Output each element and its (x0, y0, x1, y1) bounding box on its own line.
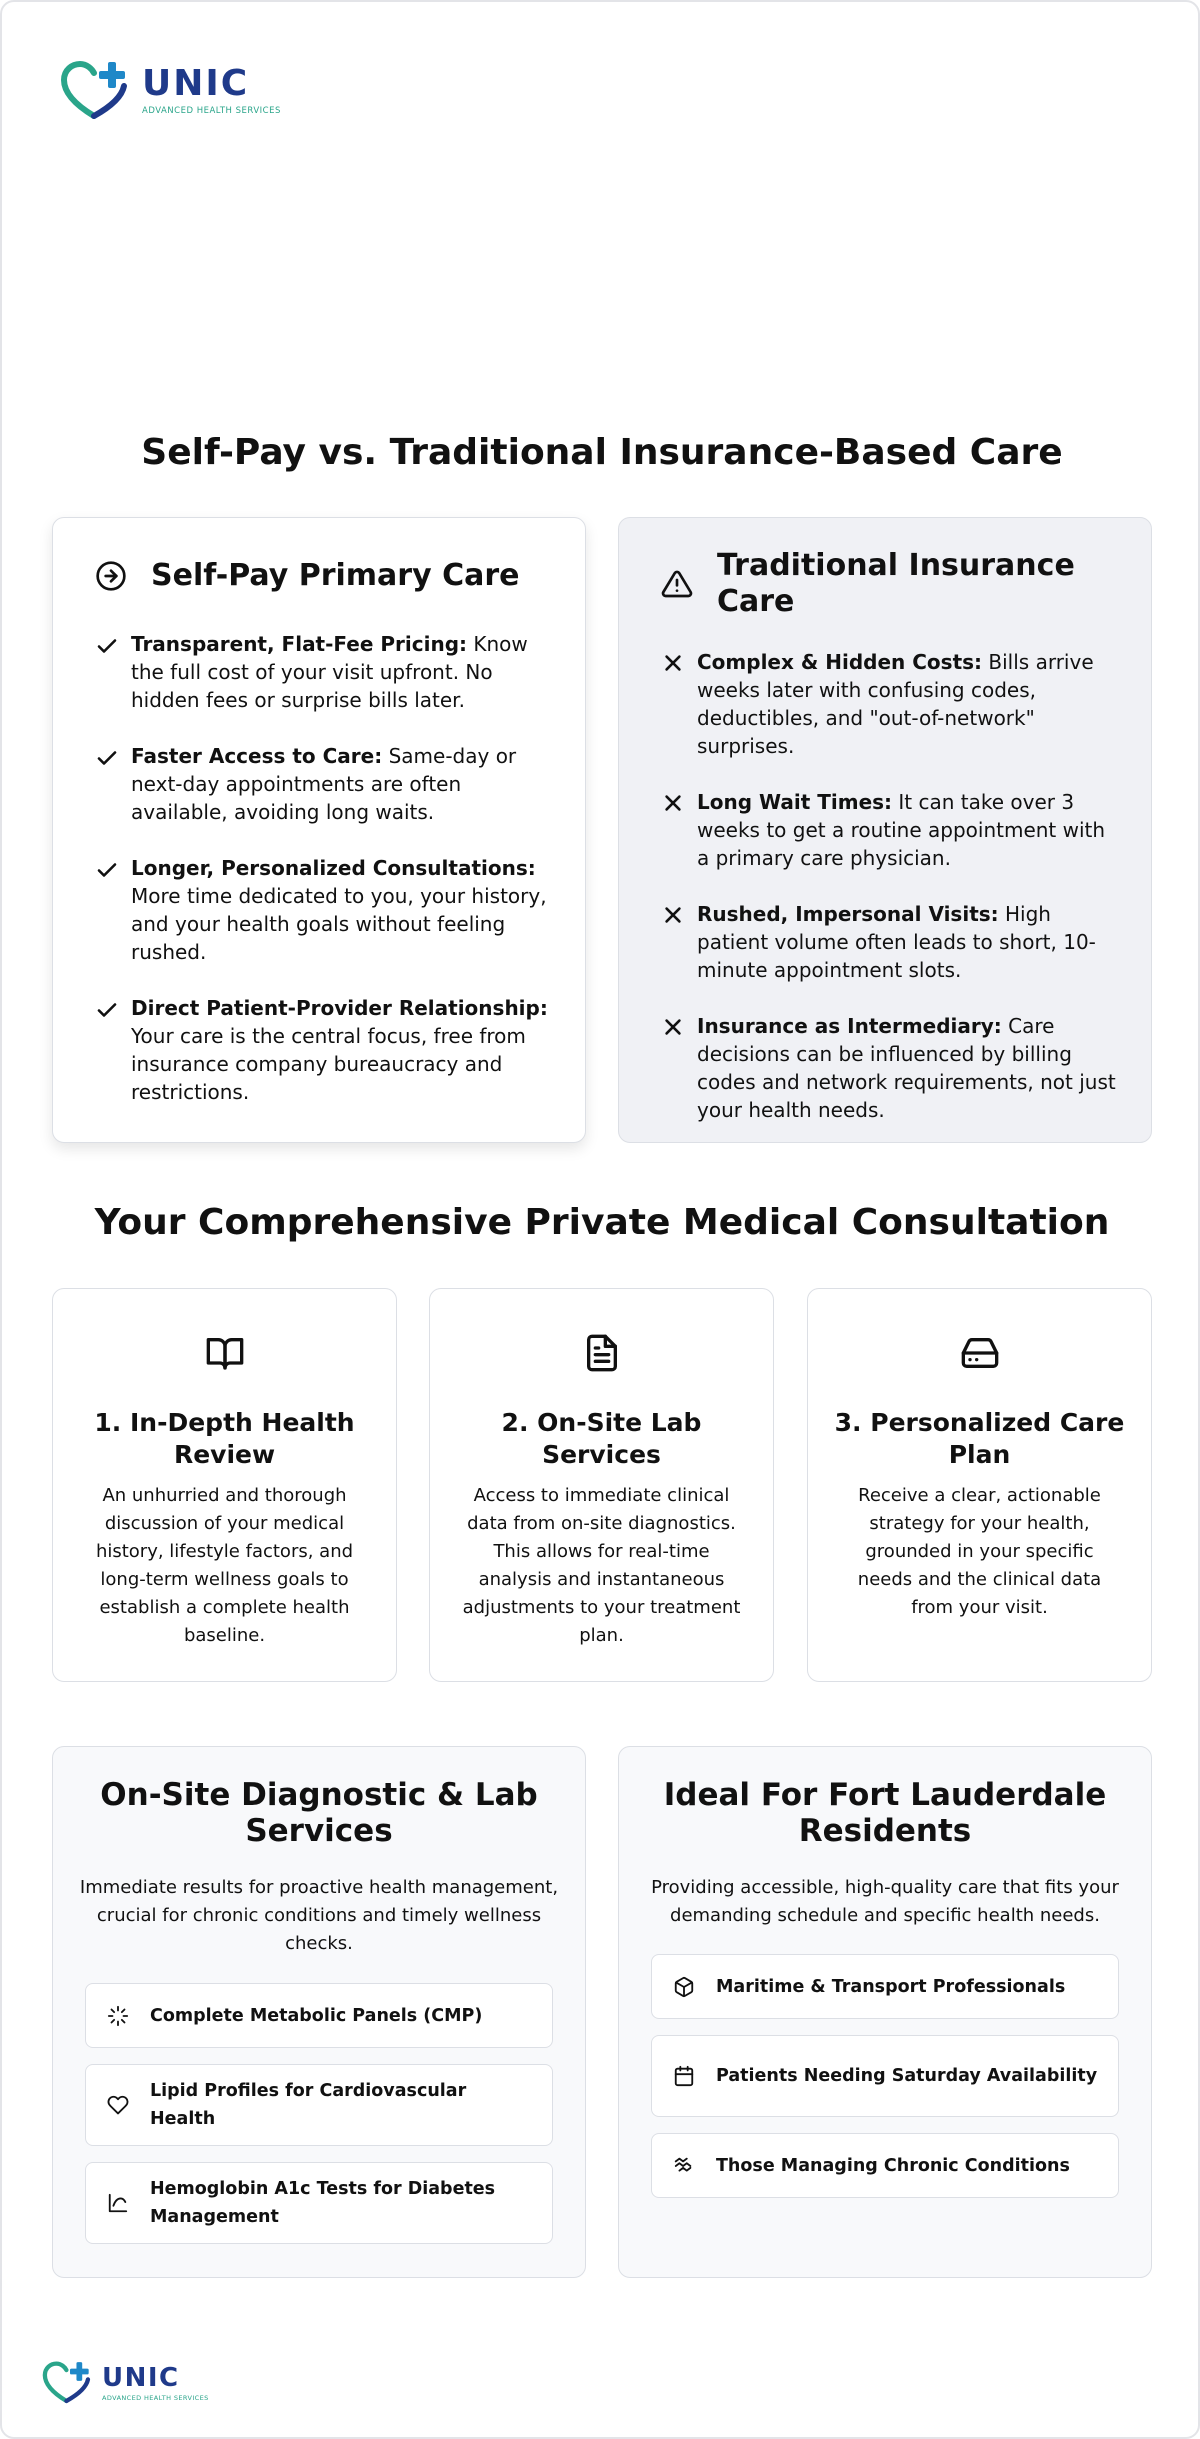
check-icon (83, 630, 131, 714)
consultation-title: Your Comprehensive Private Medical Consultation (94, 1202, 1110, 1243)
x-icon (649, 1012, 697, 1124)
check-icon (83, 742, 131, 826)
list-item (85, 2162, 553, 2244)
ideal-item-label: Maritime & Transport Professionals (716, 1976, 1066, 1997)
brand-name: UNIC (102, 2362, 180, 2393)
point-title: Transparent, Flat-Fee Pricing: (131, 632, 468, 656)
step-description: Access to immediate clinical data from on-site diagnostics. This allows for real-time analysis and instantaneous adjustments to your treatment plan. (462, 1485, 741, 1646)
step-title: 2. On-Site Lab Services (501, 1408, 702, 1469)
check-icon (83, 854, 131, 966)
open-book-icon (53, 1333, 396, 1373)
self-pay-heading: Self-Pay Primary Care (151, 558, 520, 593)
step-card-lab-services (429, 1288, 774, 1682)
point-title: Rushed, Impersonal Visits: (697, 902, 999, 926)
list-item (83, 854, 553, 966)
calendar-icon (672, 2065, 696, 2087)
self-pay-benefits-list (83, 630, 553, 1134)
ideal-item-label: Those Managing Chronic Conditions (716, 2155, 1070, 2176)
list-item (649, 788, 1119, 872)
list-item (651, 2133, 1119, 2198)
step-title: 3. Personalized Care Plan (834, 1408, 1125, 1469)
x-icon (649, 900, 697, 984)
traditional-drawbacks-list (649, 648, 1119, 1152)
list-item (649, 648, 1119, 760)
lab-services-title: On-Site Diagnostic & Lab Services (100, 1777, 538, 1849)
point-title: Direct Patient-Provider Relationship: (131, 996, 548, 1020)
lab-item-label: Lipid Profiles for Cardiovascular Health (150, 2081, 467, 2129)
traditional-heading: Traditional Insurance Care (717, 548, 1075, 619)
list-item (651, 2035, 1119, 2117)
list-item (85, 2064, 553, 2146)
step-card-health-review (52, 1288, 397, 1682)
point-text: Bills arrive weeks later with confusing codes, deductibles, and "out-of-network" surprises. (697, 650, 1094, 758)
step-description: Receive a clear, actionable strategy for your health, grounded in your specific needs and the clinical data from your visit. (857, 1485, 1102, 1618)
list-item (83, 630, 553, 714)
footer-brand-logo[interactable] (42, 2360, 209, 2406)
ideal-item-label: Patients Needing Saturday Availability (716, 2066, 1098, 2086)
heart-cross-logo-icon (60, 60, 138, 122)
arrow-right-circle-icon (93, 558, 129, 594)
x-icon (649, 788, 697, 872)
package-icon (672, 1976, 696, 1998)
point-text: More time dedicated to you, your history, and your health goals without feeling rushed. (131, 884, 547, 964)
self-pay-header (93, 558, 519, 594)
point-title: Longer, Personalized Consultations: (131, 856, 536, 880)
brand-name: UNIC (142, 63, 250, 104)
list-item (649, 1012, 1119, 1124)
lab-services-description: Immediate results for proactive health management, crucial for chronic conditions and timely wellness checks. (79, 1877, 559, 1954)
step-title: 1. In-Depth Health Review (94, 1408, 355, 1469)
point-text: Same-day or next-day appointments are often available, avoiding long waits. (131, 744, 517, 824)
document-icon (430, 1333, 773, 1373)
list-item (649, 900, 1119, 984)
self-pay-card (52, 517, 586, 1143)
brand-tagline: ADVANCED HEALTH SERVICES (142, 106, 281, 116)
point-text: It can take over 3 weeks to get a routine appointment with a primary care physician. (697, 790, 1106, 870)
brand-logo[interactable] (60, 60, 281, 122)
check-icon (83, 994, 131, 1106)
point-text: Care decisions can be influenced by billing codes and network requirements, not just your health needs. (697, 1014, 1116, 1122)
ideal-for-panel (618, 1746, 1152, 2278)
point-title: Complex & Hidden Costs: (697, 650, 983, 674)
loader-icon (106, 2005, 130, 2027)
list-item (85, 1983, 553, 2048)
waves-icon (672, 2155, 696, 2177)
brand-tagline: ADVANCED HEALTH SERVICES (102, 2393, 209, 2402)
lab-item-label: Hemoglobin A1c Tests for Diabetes Management (150, 2179, 496, 2227)
point-title: Insurance as Intermediary: (697, 1014, 1002, 1038)
step-card-care-plan (807, 1288, 1152, 1682)
chart-line-icon (106, 2192, 130, 2214)
hard-drive-icon (808, 1333, 1151, 1373)
x-icon (649, 648, 697, 760)
point-text: Your care is the central focus, free from insurance company bureaucracy and restrictions. (131, 1024, 526, 1104)
point-title: Faster Access to Care: (131, 744, 383, 768)
ideal-for-title: Ideal For Fort Lauderdale Residents (663, 1777, 1107, 1849)
comparison-title: Self-Pay vs. Traditional Insurance-Based Care (141, 432, 1063, 473)
traditional-insurance-card (618, 517, 1152, 1143)
lab-item-label: Complete Metabolic Panels (CMP) (150, 2005, 483, 2026)
heart-cross-logo-icon (42, 2360, 98, 2406)
ideal-for-description: Providing accessible, high-quality care that fits your demanding schedule and specific health needs. (651, 1877, 1119, 1926)
list-item (83, 994, 553, 1106)
point-text: Know the full cost of your visit upfront. No hidden fees or surprise bills later. (131, 632, 528, 712)
point-text: High patient volume often leads to short, 10-minute appointment slots. (697, 902, 1096, 982)
warning-triangle-icon (659, 566, 695, 602)
lab-services-panel (52, 1746, 586, 2278)
traditional-header (659, 548, 1097, 620)
heart-icon (106, 2094, 130, 2116)
point-title: Long Wait Times: (697, 790, 893, 814)
list-item (651, 1954, 1119, 2019)
step-description: An unhurried and thorough discussion of your medical history, lifestyle factors, and long-term wellness goals to establish a complete health baseline. (95, 1485, 354, 1646)
list-item (83, 742, 553, 826)
